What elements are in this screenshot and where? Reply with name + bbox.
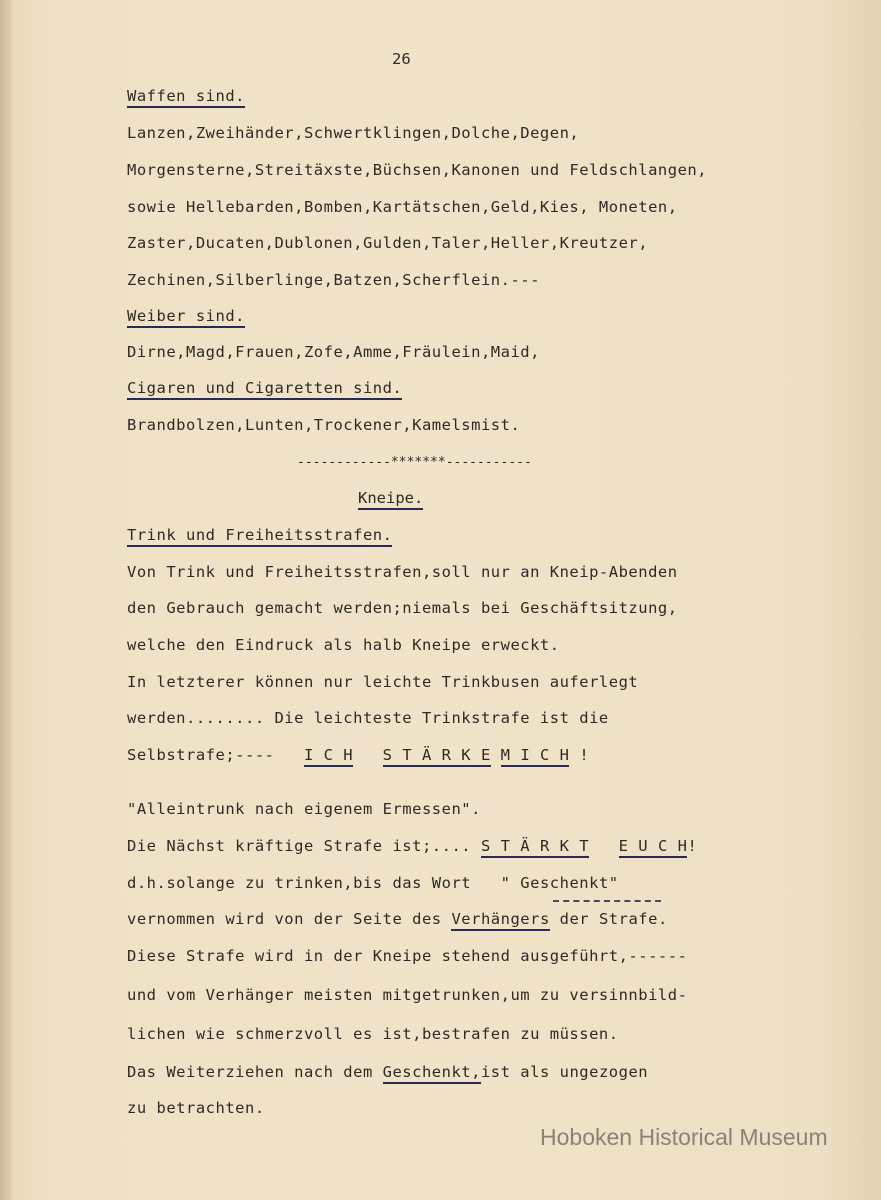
emphasis-ich: I C H bbox=[304, 746, 353, 767]
emphasis-geschenkt: Geschenkt, bbox=[383, 1063, 481, 1084]
text-line: Zechinen,Silberlinge,Batzen,Scherflein.--- bbox=[127, 271, 540, 289]
dashed-underline bbox=[553, 900, 661, 902]
museum-watermark: Hoboken Historical Museum bbox=[540, 1124, 828, 1150]
text-line-ich-staerke-mich: Selbstrafe;---- I C H S T Ä R K E M I C H ! bbox=[127, 746, 589, 764]
text-line: Lanzen,Zweihänder,Schwertklingen,Dolche,Degen, bbox=[127, 124, 580, 142]
emphasis-mich: M I C H bbox=[501, 746, 570, 767]
heading-cigaren: Cigaren und Cigaretten sind. bbox=[127, 379, 402, 397]
emphasis-staerke: S T Ä R K E bbox=[383, 746, 491, 767]
quoted-geschenkt: " Geschenkt" bbox=[500, 874, 619, 892]
heading-weiber: Weiber sind. bbox=[127, 307, 245, 325]
emphasis-staerkt: S T Ä R K T bbox=[481, 837, 589, 858]
text-line: Dirne,Magd,Frauen,Zofe,Amme,Fräulein,Maid, bbox=[127, 343, 540, 361]
heading-waffen: Waffen sind. bbox=[127, 87, 245, 105]
text-line: welche den Eindruck als halb Kneipe erweckt. bbox=[127, 636, 560, 654]
section-title: Kneipe. bbox=[358, 489, 423, 507]
text-line-verhaengers: vernommen wird von der Seite des Verhängers der Strafe. bbox=[127, 910, 668, 928]
text-line: werden........ Die leichteste Trinkstrafe ist die bbox=[127, 709, 609, 727]
text-line: Morgensterne,Streitäxste,Büchsen,Kanonen und Feldschlangen, bbox=[127, 161, 708, 179]
emphasis-euch: E U C H bbox=[619, 837, 688, 858]
text-line-geschenkt: d.h.solange zu trinken,bis das Wort " Geschenkt" bbox=[127, 874, 619, 892]
text-line: "Alleintrunk nach eigenem Ermessen". bbox=[127, 800, 481, 818]
text-line: und vom Verhänger meisten mitgetrunken,um zu versinnbild- bbox=[127, 986, 688, 1004]
text-line: den Gebrauch gemacht werden;niemals bei Geschäftsitzung, bbox=[127, 599, 678, 617]
separator-line: ------------*******----------- bbox=[297, 455, 532, 470]
text-line: lichen wie schmerzvoll es ist,bestrafen zu müssen. bbox=[127, 1025, 619, 1043]
text-line-staerkt-euch: Die Nächst kräftige Strafe ist;.... S T Ä R K T E U C H! bbox=[127, 837, 697, 855]
emphasis-verhaengers: Verhängers bbox=[451, 910, 549, 931]
text-line: In letzterer können nur leichte Trinkbusen auferlegt bbox=[127, 673, 639, 691]
text-line: Von Trink und Freiheitsstrafen,soll nur an Kneip-Abenden bbox=[127, 563, 678, 581]
text-line: Zaster,Ducaten,Dublonen,Gulden,Taler,Heller,Kreutzer, bbox=[127, 234, 649, 252]
text-line: zu betrachten. bbox=[127, 1099, 265, 1117]
text-line: Brandbolzen,Lunten,Trockener,Kamelsmist. bbox=[127, 416, 521, 434]
heading-trinkstrafen: Trink und Freiheitsstrafen. bbox=[127, 526, 392, 544]
text-line: sowie Hellebarden,Bomben,Kartätschen,Geld,Kies, Moneten, bbox=[127, 198, 678, 216]
text-line: Diese Strafe wird in der Kneipe stehend ausgeführt,------ bbox=[127, 947, 688, 965]
page-number: 26 bbox=[392, 50, 411, 68]
page-binding-edge bbox=[0, 0, 12, 1200]
text-line-weiterziehen: Das Weiterziehen nach dem Geschenkt,ist als ungezogen bbox=[127, 1063, 648, 1081]
